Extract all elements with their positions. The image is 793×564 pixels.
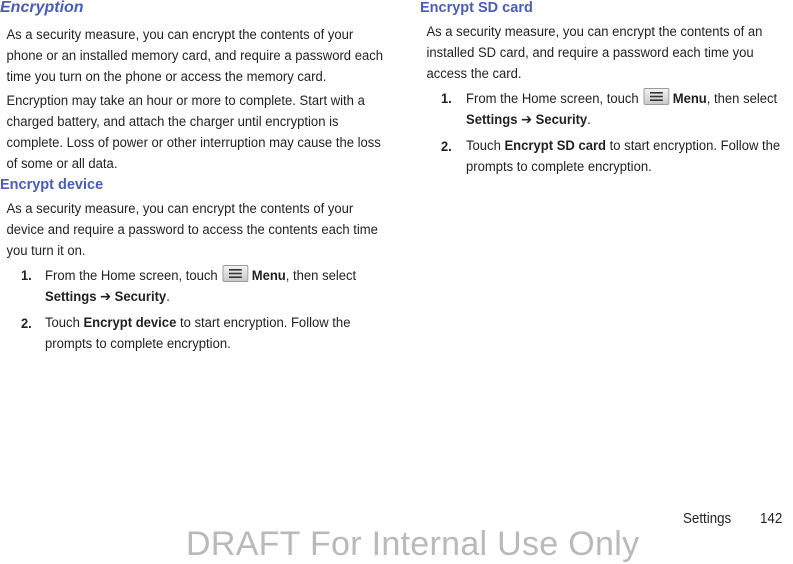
menu-icon [222,265,248,282]
step-text: to start encryption. Follow the prompts to complete encryption. [45,315,351,352]
step-text: , then select [285,268,357,284]
step-item [0,313,400,355]
settings-path: Settings ➔ Security [45,289,167,305]
menu-label: Menu [251,268,286,284]
step-number: 1. [21,267,32,283]
encrypt-device-steps [0,265,400,355]
step-text: , then select [706,91,778,107]
step-text: Touch [45,315,80,331]
step-text: Touch [466,138,501,154]
step-text: to start encryption. Follow the prompts to complete encryption. [466,138,781,175]
encrypt-device-heading: Encrypt device [0,177,104,193]
settings-path: Settings ➔ Security [466,112,588,128]
step-item [420,88,793,131]
step-number: 2. [21,315,32,331]
page-number: 142 [760,511,783,527]
step-number: 2. [441,138,452,154]
step-text: From the Home screen, touch [466,91,639,107]
encrypt-sd-card-label: Encrypt SD card [504,138,607,154]
footer-section-name: Settings [683,511,732,527]
encrypt-device-label: Encrypt device [83,315,177,331]
left-column [0,0,400,355]
step-period: . [587,112,591,128]
section-title: Encryption [0,0,84,16]
encrypt-device-paragraph: As a security measure, you can encrypt the contents of your device and require a password to access the contents each time you turn it on. [6,201,378,259]
intro-paragraph-1: As a security measure, you can encrypt the contents of your phone or an installed memory card, and require a password each time you turn on the phone or access the memory card. [6,27,384,85]
menu-icon [643,88,669,105]
step-period: . [166,289,170,305]
encrypt-sd-card-steps [420,88,793,178]
right-column [420,0,793,178]
encrypt-sd-card-heading: Encrypt SD card [420,0,533,16]
intro-paragraph-2: Encryption may take an hour or more to complete. Start with a charged battery, and attach the charger until encryption is complete. Loss of power or other interruption may cause the loss of some or all data. [6,93,381,172]
encrypt-sd-card-paragraph: As a security measure, you can encrypt the contents of an installed SD card, and require a password each time you access the card. [426,24,763,82]
step-text: From the Home screen, touch [45,268,218,284]
step-item [0,265,400,308]
draft-watermark: DRAFT For Internal Use Only [186,525,640,563]
step-item [420,136,793,178]
menu-label: Menu [672,91,707,107]
step-number: 1. [441,90,452,106]
